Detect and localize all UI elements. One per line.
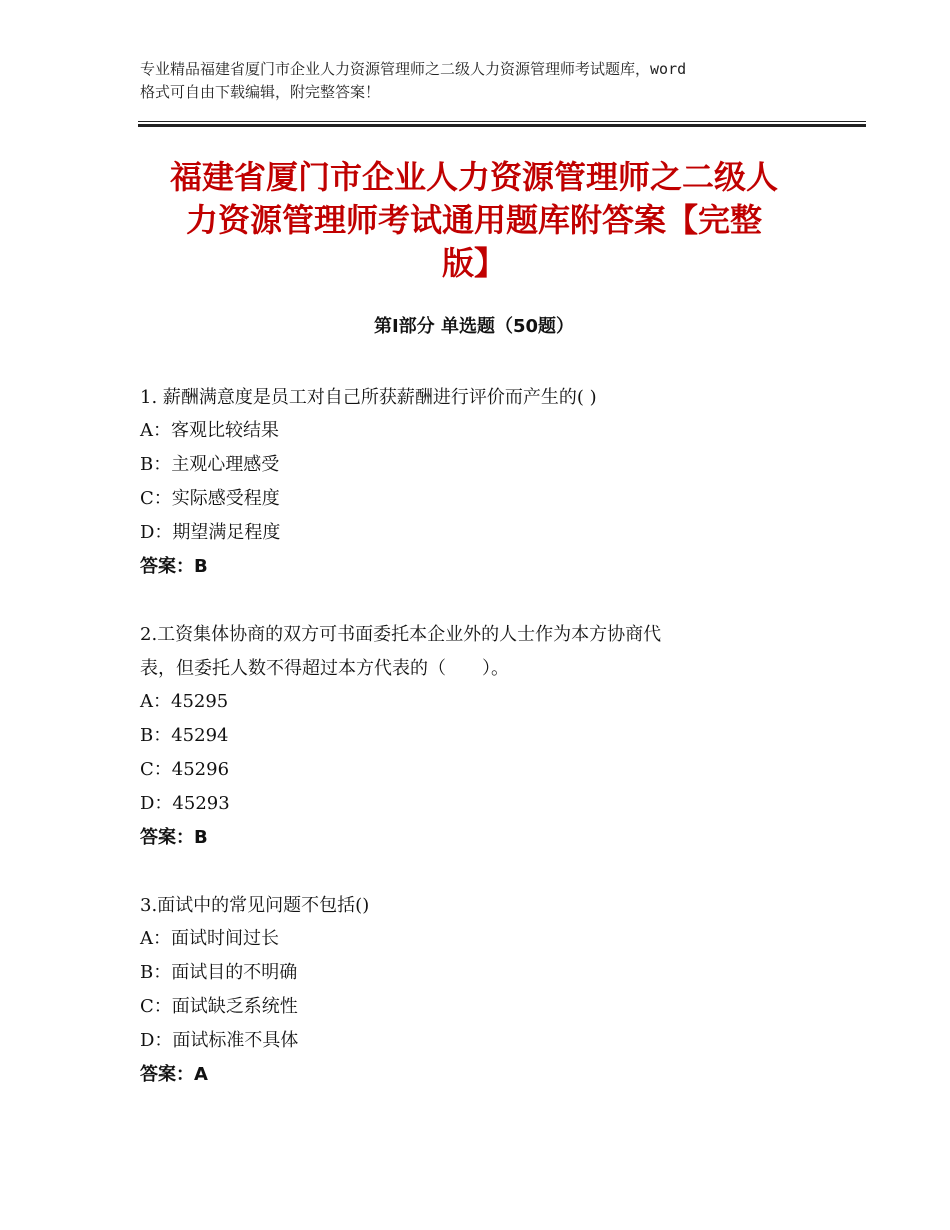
- document-title-line-1: 福建省厦门市企业人力资源管理师之二级人: [169, 158, 778, 196]
- question-stem-line-2: 表，但委托人数不得超过本方代表的（ ）。: [140, 658, 509, 679]
- question-1: [140, 380, 820, 584]
- question-list: [140, 380, 820, 1092]
- question-2: [140, 617, 820, 855]
- header-note-line-1: 专业精品福建省厦门市企业人力资源管理师之二级人力资源管理师考试题库，word: [140, 60, 687, 78]
- option-b: B：主观心理感受: [140, 454, 280, 475]
- header-divider-thin: [138, 121, 866, 122]
- answer: 答案：B: [140, 556, 208, 577]
- question-3: [140, 888, 820, 1092]
- option-a: A：客观比较结果: [140, 420, 279, 441]
- section-title: 第Ⅰ部分 单选题（50题）: [373, 316, 574, 337]
- option-b: B：45294: [140, 725, 229, 746]
- header-note-line-2: 格式可自由下载编辑，附完整答案！: [140, 83, 381, 101]
- option-d: D：期望满足程度: [140, 522, 281, 543]
- header-divider-thick: [138, 124, 866, 127]
- question-spacer: [140, 584, 820, 617]
- document-title-line-3: 版】: [441, 244, 506, 282]
- option-d: D：面试标准不具体: [140, 1030, 299, 1051]
- option-c: C：面试缺乏系统性: [140, 996, 298, 1017]
- answer: 答案：B: [140, 827, 208, 848]
- question-stem: 1. 薪酬满意度是员工对自己所获薪酬进行评价而产生的( ): [140, 387, 597, 408]
- document-title: [138, 156, 810, 285]
- question-stem: 3.面试中的常见问题不包括(): [140, 895, 370, 916]
- option-a: A：面试时间过长: [140, 928, 279, 949]
- option-b: B：面试目的不明确: [140, 962, 298, 983]
- option-c: C：实际感受程度: [140, 488, 280, 509]
- option-c: C：45296: [140, 759, 230, 780]
- document-title-line-2: 力资源管理师考试通用题库附答案【完整: [185, 201, 762, 239]
- header-note: [140, 58, 820, 104]
- question-spacer: [140, 855, 820, 888]
- answer: 答案：A: [140, 1064, 208, 1085]
- question-stem-line-1: 2.工资集体协商的双方可书面委托本企业外的人士作为本方协商代: [140, 624, 662, 645]
- option-a: A：45295: [140, 691, 229, 712]
- option-d: D：45293: [140, 793, 230, 814]
